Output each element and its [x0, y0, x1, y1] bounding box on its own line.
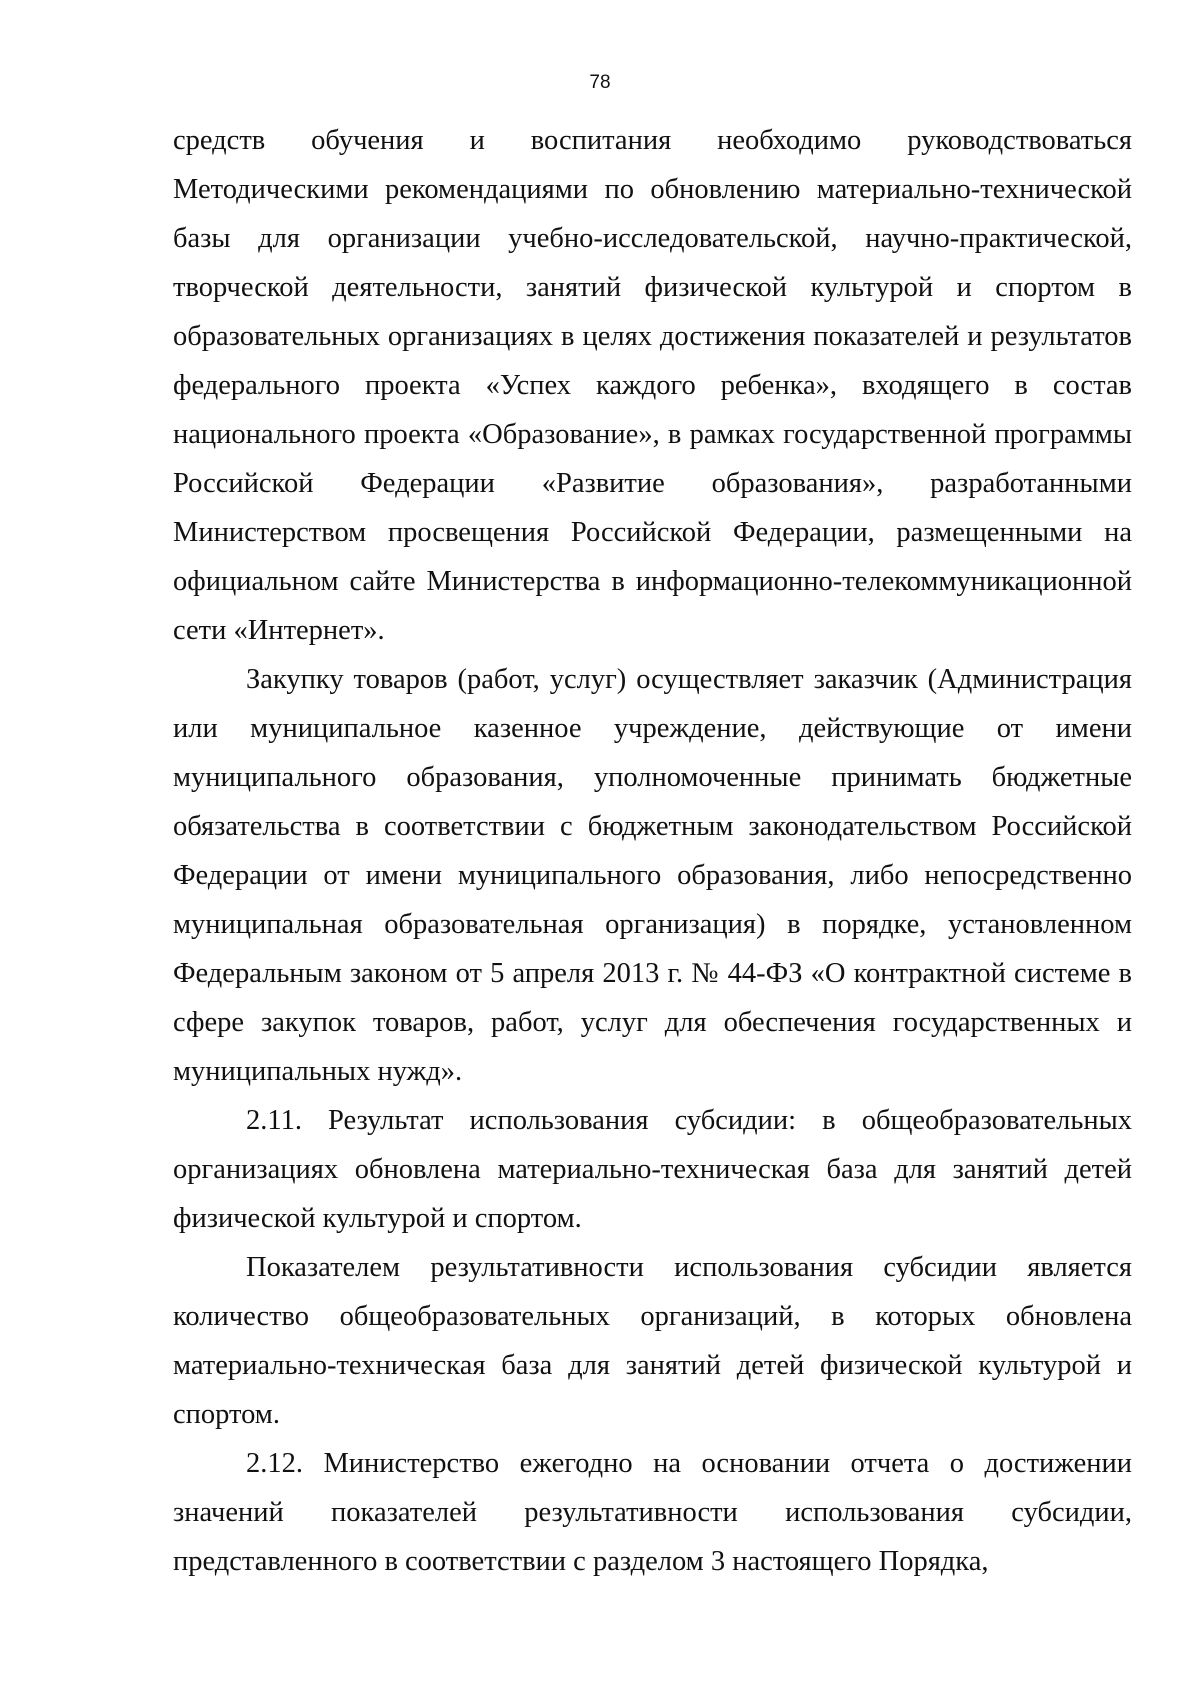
page-number: 78 — [589, 72, 611, 93]
paragraph-continuation: средств обучения и воспитания необходимо руководствоваться Методическими рекомендациями по обновлению материально-технической базы для организации учебно-исследовательской, научно-практической, творческой деятельности, занятий физической культурой и спортом в образовательных организациях в целях достижения показателей и результатов федерального проекта «Успех каждого ребенка», входящего в состав национального проекта «Образование», в рамках государственной программы Российской Федерации «Развитие образования», разработанными Министерством просвещения Российской Федерации, размещенными на официальном сайте Министерства в информационно-телекоммуникационной сети «Интернет». — [173, 125, 1132, 646]
paragraph-section-2-11: 2.11. Результат использования субсидии: в общеобразовательных организациях обновлена материально-техническая база для занятий детей физической культурой и спортом. — [173, 1105, 1132, 1234]
paragraph-performance-indicator: Показателем результативности использования субсидии является количество общеобразовательных организаций, в которых обновлена материально-техническая база для занятий детей физической культурой и спортом. — [173, 1252, 1132, 1430]
paragraph-section-2-12: 2.12. Министерство ежегодно на основании отчета о достижении значений показателей результативности использования субсидии, представленного в соответствии с разделом 3 настоящего Порядка, — [173, 1448, 1132, 1577]
document-body — [173, 116, 1132, 1586]
paragraph-procurement: Закупку товаров (работ, услуг) осуществляет заказчик (Администрация или муниципальное казенное учреждение, действующие от имени муниципального образования, уполномоченные принимать бюджетные обязательства в соответствии с бюджетным законодательством Российской Федерации от имени муниципального образования, либо непосредственно муниципальная образовательная организация) в порядке, установленном Федеральным законом от 5 апреля 2013 г. № 44-ФЗ «О контрактной системе в сфере закупок товаров, работ, услуг для обеспечения государственных и муниципальных нужд». — [173, 664, 1132, 1087]
